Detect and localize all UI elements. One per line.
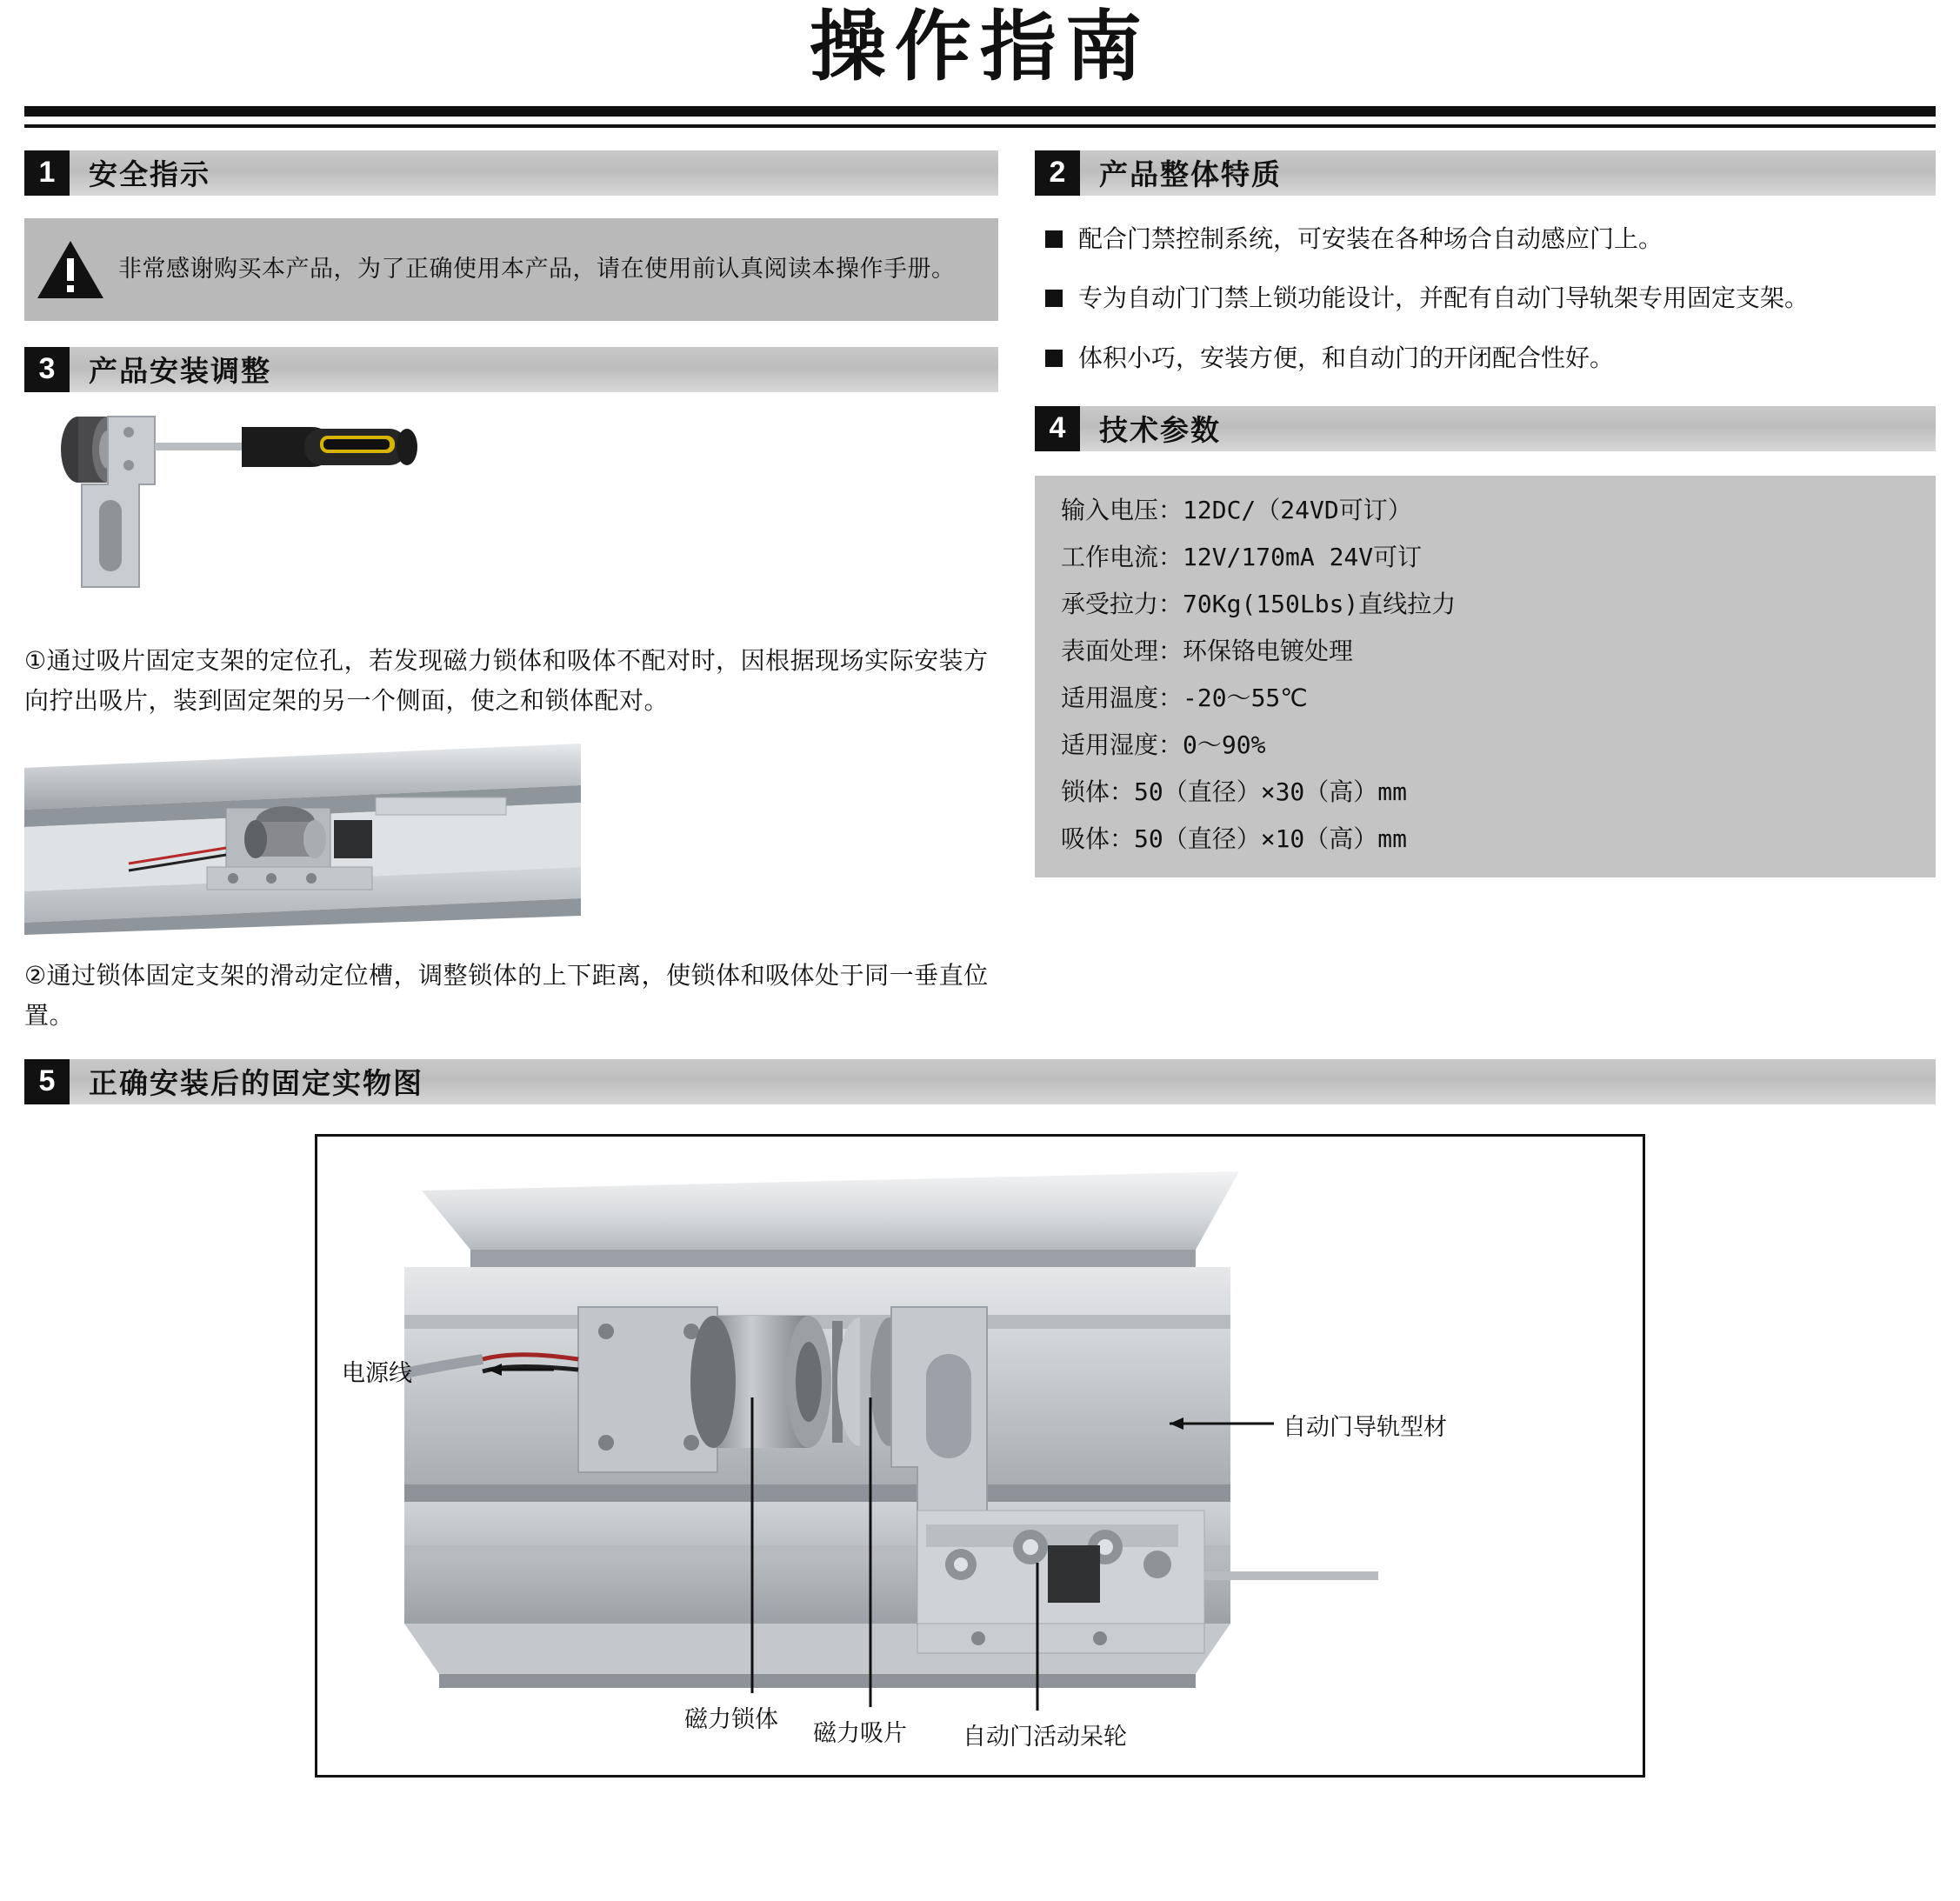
section-number-3: 3 [24, 347, 70, 392]
section-header-features [1035, 150, 1936, 196]
install-step-2-text: ②通过锁体固定支架的滑动定位槽，调整锁体的上下距离，使锁体和吸体处于同一垂直位置。 [24, 961, 989, 1031]
spec-row: 输入电压：12DC/（24VD可订） [1061, 495, 1412, 524]
divider-thick [24, 106, 1936, 117]
square-bullet-icon [1045, 350, 1063, 367]
section-title-3: 产品安装调整 [89, 354, 271, 389]
right-column [1035, 150, 1936, 877]
installation-figure [315, 1134, 1645, 1778]
feature-text: 专为自动门门禁上锁功能设计，并配有自动门导轨架专用固定支架。 [1078, 283, 1810, 313]
page-title: 操作指南 [809, 2, 1150, 91]
spec-row: 表面处理：环保铬电镀处理 [1061, 636, 1354, 665]
callout-rail-profile: 自动门导轨型材 [1283, 1413, 1447, 1441]
spec-row: 适用湿度：0～90% [1061, 730, 1266, 759]
square-bullet-icon [1045, 290, 1063, 307]
section-header-safety [24, 150, 998, 196]
section-title-1: 安全指示 [89, 157, 210, 192]
left-column [24, 150, 998, 1037]
section-title-4: 技术参数 [1099, 413, 1221, 448]
section-header-install [24, 347, 998, 392]
section-number-2: 2 [1035, 150, 1080, 196]
install-photo-bracket-tool [24, 404, 998, 622]
square-bullet-icon [1045, 230, 1063, 248]
callout-power-cable: 电源线 [342, 1359, 412, 1387]
spec-row: 适用温度：-20～55℃ [1061, 683, 1308, 712]
feature-text: 配合门禁控制系统，可安装在各种场合自动感应门上。 [1078, 223, 1663, 253]
warning-text: 非常感谢购买本产品，为了正确使用本产品，请在使用前认真阅读本操作手册。 [118, 255, 956, 283]
warning-box [24, 218, 998, 321]
spec-row: 锁体：50（直径）×30（高）mm [1061, 777, 1408, 806]
spec-row: 承受拉力：70Kg(150Lbs)直线拉力 [1061, 589, 1457, 618]
two-column-body [24, 150, 1936, 1037]
section-title-2: 产品整体特质 [1099, 157, 1282, 192]
title-divider [24, 106, 1936, 128]
install-photo-rail [24, 737, 998, 937]
spec-row: 工作电流：12V/170mA 24V可订 [1061, 542, 1423, 571]
section-number-4: 4 [1035, 406, 1080, 451]
section-header-specs [1035, 406, 1936, 451]
callout-magnet-lock-body: 磁力锁体 [684, 1705, 778, 1733]
spec-row: 吸体：50（直径）×10（高）mm [1061, 824, 1408, 853]
callout-door-roller: 自动门活动呆轮 [963, 1723, 1127, 1751]
warning-triangle-icon [37, 239, 104, 300]
list-item [1045, 281, 1936, 317]
figure-wrap [24, 1134, 1936, 1778]
section-title-5: 正确安装后的固定实物图 [89, 1066, 423, 1101]
list-item [1045, 222, 1936, 257]
feature-list [1035, 222, 1936, 377]
install-step-1-text: ①通过吸片固定支架的定位孔，若发现磁力锁体和吸体不配对时，因根据现场实际安装方向拧出吸片，装到固定架的另一个侧面，使之和锁体配对。 [24, 645, 989, 716]
section-number-1: 1 [24, 150, 70, 196]
spec-table [1035, 476, 1936, 877]
feature-text: 体积小巧，安装方便，和自动门的开闭配合性好。 [1078, 344, 1615, 373]
section-number-5: 5 [24, 1059, 70, 1104]
divider-gap [24, 117, 1936, 124]
list-item [1045, 341, 1936, 377]
callout-magnet-plate: 磁力吸片 [813, 1719, 907, 1747]
divider-thin [24, 124, 1936, 128]
section-header-figure [24, 1059, 1936, 1104]
